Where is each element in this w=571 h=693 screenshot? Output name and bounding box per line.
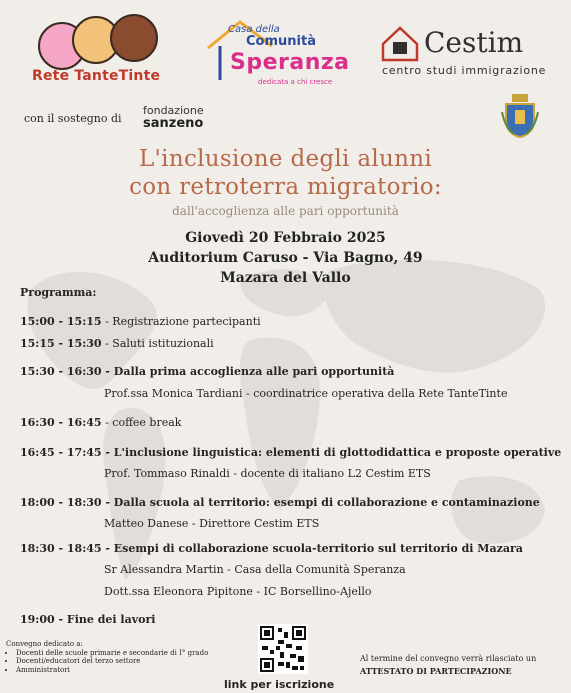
program-item	[20, 416, 181, 429]
dedicato-list	[6, 649, 236, 675]
program-time: 15:30 - 16:30	[20, 365, 102, 378]
title-subtitle: dall'accoglienza alle pari opportunità	[172, 204, 399, 218]
program-item	[20, 365, 394, 378]
world-map-background	[0, 250, 571, 610]
program-time: 19:00	[20, 613, 55, 626]
program-title: - L'inclusione linguistica: elementi di glottodidattica e proposte operative	[101, 446, 562, 459]
program-speaker: Sr Alessandra Martin - Casa della Comunità Speranza	[104, 563, 406, 576]
convegno-dedicato	[6, 640, 236, 674]
casa-line1: Casa della	[228, 24, 280, 35]
attestato-line1: Al termine del convegno verrà rilasciato un	[360, 654, 537, 663]
event-date: Giovedì 20 Febbraio 2025	[185, 230, 386, 246]
program-item	[20, 496, 540, 509]
program-time: 15:00 - 15:15	[20, 315, 102, 328]
casa-line3: Speranza	[230, 50, 350, 75]
program-item	[20, 337, 214, 350]
program-speaker: Dott.ssa Eleonora Pipitone - IC Borsellino-Ajello	[104, 585, 372, 598]
attestato-line2: ATTESTATO DI PARTECIPAZIONE	[360, 666, 512, 676]
casa-line2: Comunità	[246, 34, 316, 49]
dedicato-label: Convegno dedicato a:	[6, 640, 83, 648]
program-title: - Dalla prima accoglienza alle pari opportunità	[101, 365, 395, 378]
fondazione-line2: sanzeno	[143, 116, 204, 131]
casa-tagline: dedicata a chi cresce	[258, 78, 333, 86]
cestim-house-icon	[380, 24, 420, 62]
list-item: • Amministratori	[16, 666, 236, 675]
sostegno-label: con il sostegno di	[24, 112, 122, 125]
program-title: - Dalla scuola al territorio: esempi di collaborazione e contaminazione	[101, 496, 540, 509]
programma-label: Programma:	[20, 286, 97, 299]
program-title: - Registrazione partecipanti	[101, 315, 261, 328]
program-title: - Fine dei lavori	[54, 613, 156, 626]
municipal-crest-icon	[500, 92, 540, 138]
cestim-subtitle: centro studi immigrazione	[382, 64, 547, 77]
program-time: 15:15 - 15:30	[20, 337, 102, 350]
fondazione-line1: fondazione	[143, 104, 204, 117]
program-speaker: Prof. Tommaso Rinaldi - docente di italiano L2 Cestim ETS	[104, 467, 431, 480]
program-speaker: Matteo Danese - Direttore Cestim ETS	[104, 517, 320, 530]
program-time: 16:45 - 17:45	[20, 446, 102, 459]
program-item	[20, 446, 561, 459]
program-time: 18:30 - 18:45	[20, 542, 102, 555]
program-title: - Saluti istituzionali	[101, 337, 214, 350]
list-item: • Docenti/educatori del terzo settore	[16, 657, 236, 666]
program-title: - Esempi di collaborazione scuola-territorio sul territorio di Mazara	[101, 542, 523, 555]
program-title: - coffee break	[101, 416, 182, 429]
qr-code-icon[interactable]	[258, 624, 308, 674]
event-city: Mazara del Vallo	[220, 270, 351, 286]
program-item	[20, 613, 155, 626]
program-speaker: Prof.ssa Monica Tardiani - coordinatrice operativa della Rete TanteTinte	[104, 387, 508, 400]
faces-illustration	[34, 12, 158, 68]
rete-logo-text: Rete TanteTinte	[32, 68, 161, 84]
cestim-logo	[380, 22, 560, 82]
title-line2: con retroterra migratorio:	[129, 174, 442, 200]
link-iscrizione[interactable]: link per iscrizione	[224, 678, 335, 691]
title-line1: L'inclusione degli alunni	[138, 146, 432, 172]
program-time: 18:00 - 18:30	[20, 496, 102, 509]
program-item	[20, 542, 523, 555]
list-item: • Docenti delle scuole primarie e secondarie di I° grado	[16, 649, 236, 658]
attestato-note	[360, 652, 536, 678]
cestim-name: Cestim	[424, 26, 524, 59]
event-venue: Auditorium Caruso - Via Bagno, 49	[148, 250, 423, 266]
program-time: 16:30 - 16:45	[20, 416, 102, 429]
program-item	[20, 315, 261, 328]
casa-comunita-logo	[200, 18, 350, 96]
rete-tantetinte-logo	[26, 12, 166, 90]
